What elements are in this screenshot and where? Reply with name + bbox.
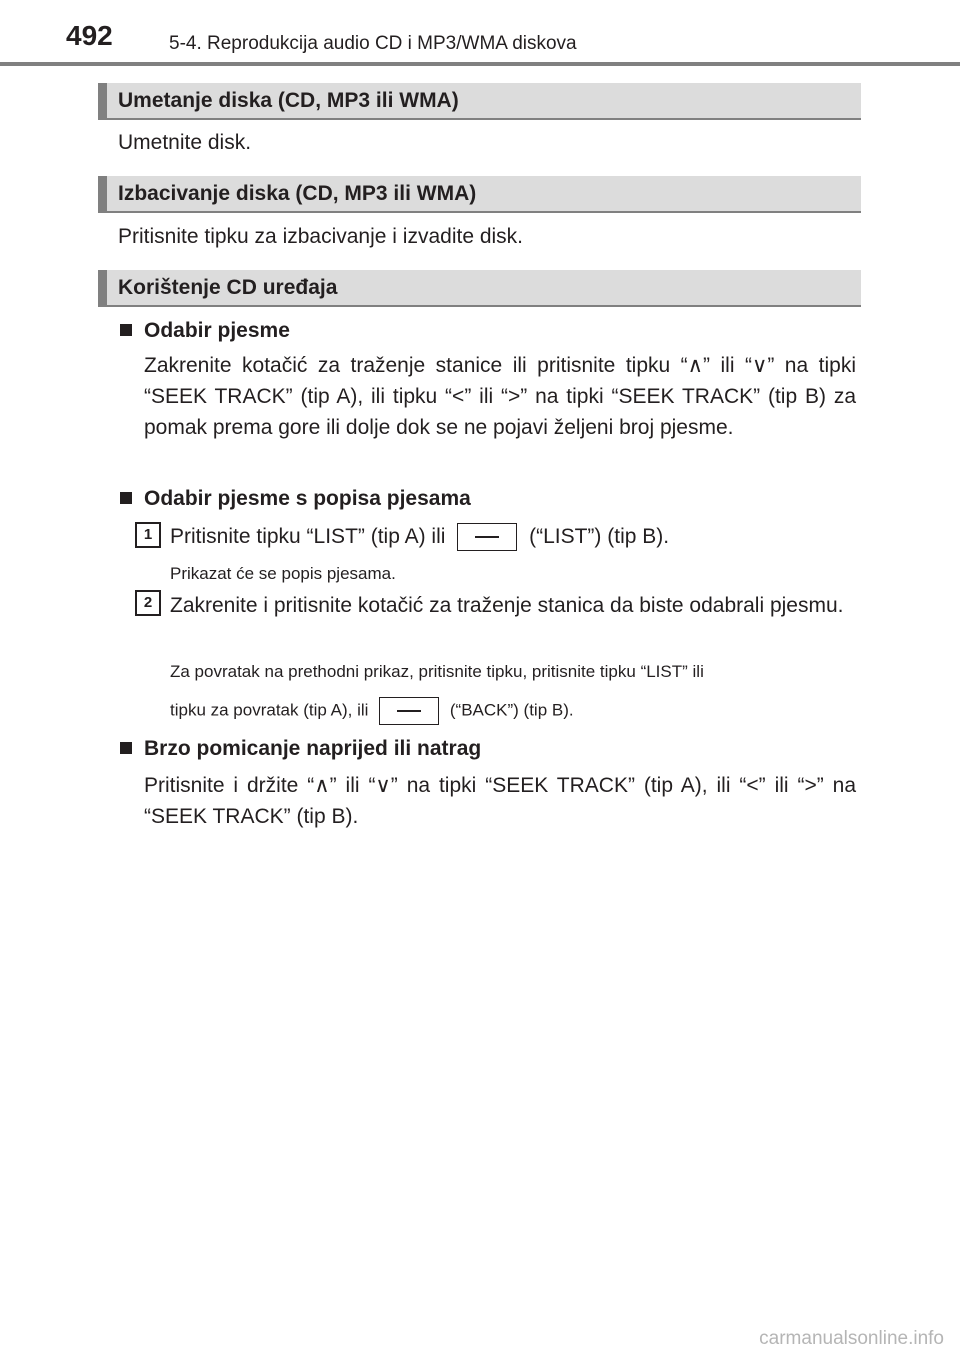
bullet-square: [120, 324, 132, 336]
step1-text-after: (“LIST”) (tip B).: [529, 525, 670, 548]
subheading-select-from-list: Odabir pjesme s popisa pjesama: [144, 487, 471, 510]
subheading-select-track: Odabir pjesme: [144, 319, 290, 342]
eject-text: Pritisnite tipku za izbacivanje i izvadite disk.: [118, 225, 524, 248]
step2-note-after: (“BACK”) (tip B).: [449, 700, 574, 720]
page-header: [0, 0, 960, 70]
step2-note-line1: Za povratak na prethodni prikaz, pritisnite tipku, pritisnite tipku “LIST” ili: [170, 662, 704, 681]
chapter-title: 5-4. Reprodukcija audio CD i MP3/WMA diskova: [169, 33, 577, 54]
section-heading-insert: [98, 83, 861, 120]
step2-text: Zakrenite i pritisnite kotačić za traženje stanica da biste odabrali pjesmu.: [170, 594, 844, 617]
fast-text: Pritisnite i držite “∧” ili “∨” na tipki “SEEK TRACK” (tip A), ili “<” ili “>” na “SEEK TRACK” (tip B).: [144, 774, 856, 828]
header-rule: [0, 62, 960, 66]
insert-text: Umetnite disk.: [118, 131, 252, 154]
page-number: 492: [66, 20, 113, 51]
step1-note: Prikazat će se popis pjesama.: [170, 564, 396, 583]
select-track-text: Zakrenite kotačić za traženje stanice ili pritisnite tipku “∧” ili “∨” na tipki “SEEK TRACK” (tip A), ili tipku “<” ili “>” na tipki “SEEK TRACK” (tip B) za pomak prema gore ili dolje dok se ne pojavi željeni broj pjesme.: [144, 354, 856, 439]
section-title-use: Korištenje CD uređaja: [118, 276, 338, 299]
step-number-2: 2: [135, 590, 161, 616]
back-button-icon: [379, 697, 439, 725]
section-heading-eject: [98, 176, 861, 213]
step1-text: [170, 521, 669, 552]
step2-note-before: tipku za povratak (tip A), ili: [170, 700, 369, 720]
section-title-insert: Umetanje diska (CD, MP3 ili WMA): [118, 89, 459, 112]
step1-text-before: Pritisnite tipku “LIST” (tip A) ili: [170, 525, 446, 548]
step2-note-line2: [170, 697, 574, 725]
bullet-square: [120, 742, 132, 754]
section-title-eject: Izbacivanje diska (CD, MP3 ili WMA): [118, 182, 477, 205]
list-button-icon: [457, 523, 517, 551]
watermark: carmanualsonline.info: [759, 1328, 944, 1349]
subheading-fast: Brzo pomicanje naprijed ili natrag: [144, 737, 482, 760]
step-number-1: 1: [135, 522, 161, 548]
bullet-square: [120, 492, 132, 504]
section-heading-use: [98, 270, 861, 307]
